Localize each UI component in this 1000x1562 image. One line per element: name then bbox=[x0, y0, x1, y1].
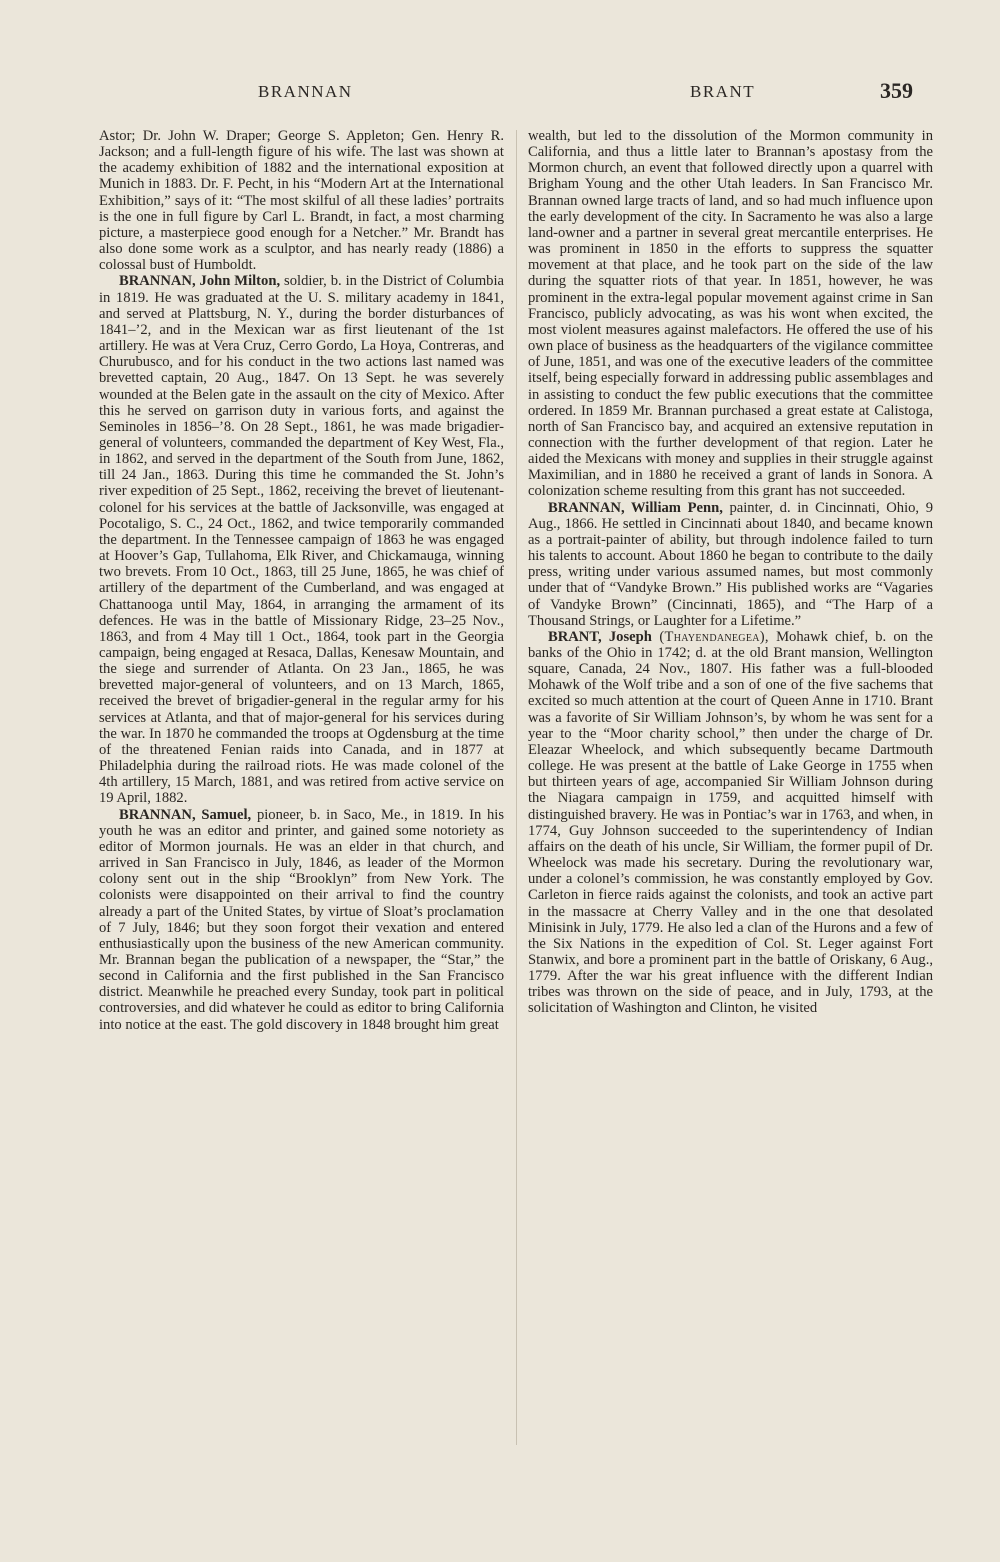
entry-headword: BRANT, Joseph bbox=[548, 628, 652, 645]
entry-brannan-samuel bbox=[99, 807, 504, 1033]
page-number: 359 bbox=[880, 78, 913, 103]
column-divider bbox=[516, 130, 517, 1445]
left-column bbox=[99, 128, 504, 1448]
entry-text: painter, d. in Cincinnati, Ohio, 9 Aug., 1866. He settled in Cincinnati about 1840, and became known as a portrait-painter of ability, but through indolence failed to turn his talents to account. About 1860 he began to contribute to the daily press, writing under various assumed names, but most commonly under that of “Vandyke Brown.” His published works are “Vagaries of Vandyke Brown” (Cincinnati, 1865), and “The Harp of a Thousand Strings, or Laughter for a Lifetime.” bbox=[528, 499, 933, 629]
entry-headword: BRANNAN, Samuel, bbox=[119, 806, 252, 823]
entry-alternate-name: (Thayendanegea), bbox=[651, 628, 769, 645]
continued-paragraph: Astor; Dr. John W. Draper; George S. Appleton; Gen. Henry R. Jackson; and a full-length figure of his wife. The last was shown at the academy exhibition of 1882 and the international exposition at Munich in 1883. Dr. F. Pecht, in his “Modern Art at the International Exhibition,” says of it: “The most skilful of all these ladies’ portraits is the one in full figure by Carl L. Brandt, in fact, a most charming picture, a masterpiece good enough for a Netcher.” Mr. Brandt has also done some work as a sculptor, and has nearly ready (1886) a colossal bust of Humboldt. bbox=[99, 128, 504, 274]
running-header-left: BRANNAN bbox=[258, 82, 353, 101]
entry-text: Mohawk chief, b. on the banks of the Ohio in 1742; d. at the old Brant mansion, Wellington square, Canada, 24 Nov., 1807. His father was a full-blooded Mohawk of the Wolf tribe and a son of one of the five sachems that excited so much attention at the court of Queen Anne in 1710. Brant was a favorite of Sir William Johnson’s, by whom he was sent for a year to the “Moor charity school,” then under the charge of Dr. Eleazar Wheelock, and which subsequently became Dartmouth college. He was present at the battle of Lake George in 1755 when but thirteen years of age, accompanied Sir William Johnson during the Niagara campaign in 1759, and acquitted himself with distinguished bravery. He was in Pontiac’s war in 1763, and when, in 1774, Guy Johnson succeeded to the superintendency of Indian affairs on the death of his uncle, Sir William, the former pupil of Dr. Wheelock was made his secretary. During the revolutionary war, under a colonel’s commission, he was constantly employed by Gov. Carleton in fierce raids against the colonists, and took an active part in the massacre at Cherry Valley and in the one that desolated Minisink in July, 1779. He also led a clan of the Hurons and a few of the Six Nations in the expedition of Col. St. Leger against Fort Stanwix, and bore a prominent part in the battle of Oriskany, 6 Aug., 1779. After the war his great influence with the different Indian tribes was thrown on the side of peace, and in July, 1793, at the solicitation of Washington and Clinton, he visited bbox=[528, 628, 933, 1017]
entry-headword: BRANNAN, William Penn, bbox=[548, 499, 723, 516]
entry-brannan-william-penn bbox=[528, 500, 933, 629]
running-header-right: BRANT bbox=[690, 82, 756, 101]
entry-text: pioneer, b. in Saco, Me., in 1819. In his youth he was an editor and printer, and gained some notoriety as editor of Mormon journals. He was an elder in that church, and arrived in San Francisco in July, 1846, as leader of the Mormon colony sent out in the ship “Brooklyn” from New York. The colonists were disappointed on their arrival to find the country already a part of the United States, by virtue of Sloat’s proclamation of 7 July, 1846; but they soon forgot their vexation and entered enthusiastically upon the business of the new American community. Mr. Brannan began the publication of a newspaper, the “Star,” the second in California and the first published in the San Francisco district. Meanwhile he preached every Sunday, took part in political controversies, and did whatever he could as editor to bring California into notice at the east. The gold discovery in 1848 brought him great bbox=[99, 806, 504, 1033]
entry-text: soldier, b. in the District of Columbia in 1819. He was graduated at the U. S. military academy in 1841, and served at Plattsburg, N. Y., during the border disturbances of 1841–’2, and in the Mexican war as first lieutenant of the 1st artillery. He was at Vera Cruz, Cerro Gordo, La Hoya, Contreras, and Churubusco, and for his conduct in the two actions last named was brevetted captain, 20 Aug., 1847. On 13 Sept. he was severely wounded at the Belen gate in the assault on the city of Mexico. After this he served on garrison duty in various forts, and against the Seminoles in 1856–’8. On 28 Sept., 1861, he was made brigadier-general of volunteers, commanded the department of Key West, Fla., in 1862, and served in the department of the South from June, 1862, till 24 Jan., 1863. During this time he commanded the St. John’s river expedition of 25 Sept., 1862, receiving the brevet of lieutenant-colonel for his services at the battle of Jacksonville, was engaged at Pocotaligo, S. C., 24 Oct., 1862, and twice temporarily commanded the department. In the Tennessee campaign of 1863 he was engaged at Hoover’s Gap, Tullahoma, Elk River, and Chickamauga, winning two brevets. From 10 Oct., 1863, till 25 June, 1865, he was chief of artillery of the department of the Cumberland, and was engaged at Chattanooga until May, 1864, in arranging the armament of its defences. He was in the battle of Missionary Ridge, 23–25 Nov., 1863, and from 4 May till 1 Oct., 1864, took part in the Georgia campaign, being engaged at Resaca, Dallas, Kenesaw Mountain, and the siege and surrender of Atlanta. On 23 Jan., 1865, he was brevetted major-general of volunteers, and on 13 March, 1865, received the brevet of brigadier-general in the regular army for his services at Atlanta, and that of major-general for his services during the war. In 1870 he commanded the troops at Ogdensburg at the time of the threatened Fenian raids into Canada, and in 1877 at Philadelphia during the railroad riots. He was made colonel of the 4th artillery, 15 March, 1881, and was retired from active service on 19 April, 1882. bbox=[99, 273, 504, 807]
entry-brant-joseph bbox=[528, 629, 933, 1017]
continued-paragraph: wealth, but led to the dissolution of the Mormon community in California, and thus a little later to Brannan’s apostasy from the Mormon church, an event that followed directly upon a quarrel with Brigham Young and the other Utah leaders. In San Francisco Mr. Brannan owned large tracts of land, and so had much influence upon the early development of the city. In Sacramento he was also a large land-owner and a partner in several great mercantile enterprises. He was prominent in 1850 in the efforts to suppress the squatter movement at that place, and he took part on the side of the law during the squatter riots of that year. In 1851, however, he was prominent in the extra-legal popular movement against crime in San Francisco, publicly advocating, as was his wont when excited, the most violent measures against malefactors. He offered the use of his own place of business as the headquarters of the vigilance committee of June, 1851, and was one of the executive leaders of the committee itself, being especially forward in addressing public assemblages and in assisting to conduct the few public executions that the committee ordered. In 1859 Mr. Brannan purchased a great estate at Calistoga, north of San Francisco bay, and acquired an extensive reputation in connection with the further development of that region. Later he aided the Mexicans with money and supplies in their struggle against Maximilian, and in 1880 he received a grant of lands in Sonora. A colonization scheme resulting from this grant has not succeeded. bbox=[528, 128, 933, 500]
entry-brannan-john-milton bbox=[99, 273, 504, 806]
right-column bbox=[528, 128, 933, 1448]
entry-headword: BRANNAN, John Milton, bbox=[119, 273, 281, 290]
